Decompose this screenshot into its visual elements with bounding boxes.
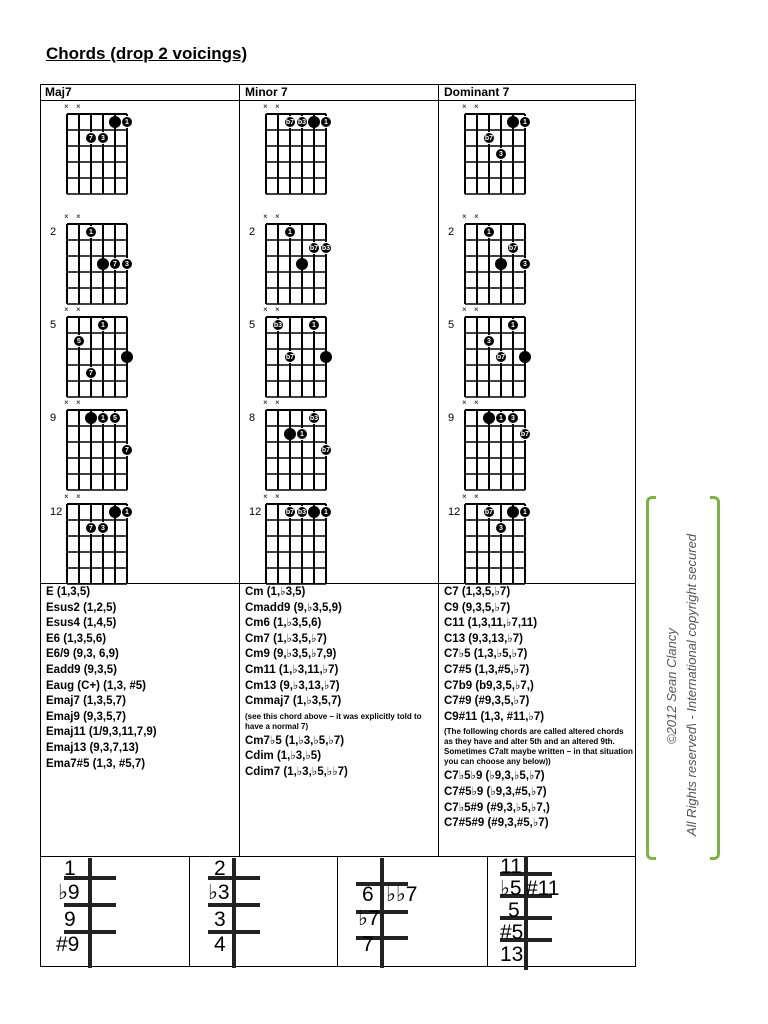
row-divider [40,100,636,101]
chord-list-item: C9#11 (1,3, #11,♭7) [444,710,545,723]
finger-dot: 1 [97,319,109,331]
finger-dot: 3 [495,522,507,534]
finger-dot: b7 [507,242,519,254]
interval-label: ♭3 [208,881,230,904]
finger-dot [308,506,320,518]
fret-position-label: 5 [448,319,455,331]
chord-list-item: Cm13 (9,♭3,13,♭7) [245,679,340,692]
finger-dot: 5 [73,335,85,347]
finger-dot: 7 [109,258,121,270]
chord-list-item: Eadd9 (9,3,5) [46,663,117,676]
fret-position-label: 12 [249,506,262,518]
muted-string-mark: × [462,102,467,111]
finger-dot [483,412,495,424]
chord-list-item: C7♭5 (1,3,♭5,♭7) [444,648,528,661]
fret-position-label: 8 [249,412,256,424]
finger-dot: 7 [85,522,97,534]
finger-dot [495,258,507,270]
interval-label: 9 [64,908,76,931]
interval-stem [88,858,92,968]
copyright-line-1: ©2012 Sean Clancy [664,628,679,744]
copyright-block [646,496,726,862]
row-divider [40,856,636,857]
chord-list-item: Cm (1,♭3,5) [245,586,306,598]
finger-dot: 1 [519,116,531,128]
finger-dot: 1 [121,506,133,518]
chord-list-note: (The following chords are called altered chords as they have and alter 5th and an altered 9th. Sometimes C7alt maybe written – in that situation you can choose any below)) [444,727,633,767]
finger-dot: 1 [121,116,133,128]
muted-string-mark: × [263,102,268,111]
interval-divider [487,856,488,967]
finger-dot: 3 [495,148,507,160]
finger-dot: b7 [284,351,296,363]
chord-list-item: Cdim7 (1,♭3,♭5,♭♭7) [245,765,348,778]
minor-chord-list [245,585,435,781]
column-divider [438,84,439,856]
finger-dot [507,506,519,518]
chord-list-item: Cm7 (1,♭3,5,♭7) [245,632,327,645]
muted-string-mark: × [76,398,81,407]
chord-list-item: C7#5♭9 (♭9,3,#5,♭7) [444,785,547,798]
chord-list-item: C13 (9,3,13,♭7) [444,632,523,645]
interval-label: 7 [362,933,374,956]
column-divider [239,84,240,856]
muted-string-mark: × [462,305,467,314]
chord-list-item: C7♭5#9 (#9,3,♭5,♭7,) [444,801,550,814]
column-header-maj7: Maj7 [45,85,72,99]
interval-label: 6 [362,883,374,906]
muted-string-mark: × [474,305,479,314]
interval-label: ♭♭7 [386,883,418,906]
finger-dot: b3 [308,412,320,424]
muted-string-mark: × [275,305,280,314]
finger-dot: b7 [519,428,531,440]
finger-dot [97,258,109,270]
finger-dot: 3 [97,522,109,534]
finger-dot: b3 [272,319,284,331]
fret-position-label: 12 [448,506,461,518]
muted-string-mark: × [64,102,69,111]
chord-list-item: C7#5 (1,3,#5,♭7) [444,663,530,676]
finger-dot: 1 [320,116,332,128]
finger-dot: b7 [284,506,296,518]
muted-string-mark: × [64,492,69,501]
muted-string-mark: × [474,398,479,407]
finger-dot: 1 [483,226,495,238]
muted-string-mark: × [275,212,280,221]
interval-label: ♭5 [500,877,522,900]
muted-string-mark: × [275,492,280,501]
muted-string-mark: × [462,398,467,407]
chord-list-item: Cdim (1,♭3,♭5) [245,750,322,763]
finger-dot: 3 [507,412,519,424]
chord-list-item: Cm11 (1,♭3,11,♭7) [245,663,339,676]
interval-label: 4 [214,933,226,956]
finger-dot: b7 [483,506,495,518]
finger-dot: 1 [296,428,308,440]
chord-list-item: Emaj7 (1,3,5,7) [46,695,126,708]
finger-dot: b3 [296,116,308,128]
chord-list-item: C7b9 (b9,3,5,♭7,) [444,679,534,692]
muted-string-mark: × [76,102,81,111]
chord-list-item: Cmadd9 (9,♭3,5,9) [245,601,342,614]
finger-dot [507,116,519,128]
muted-string-mark: × [275,398,280,407]
fret-position-label: 12 [50,506,63,518]
muted-string-mark: × [64,305,69,314]
chord-list-item: E6/9 (9,3, 6,9) [46,648,119,661]
chord-list-item: E6 (1,3,5,6) [46,632,107,645]
interval-label: 3 [214,908,226,931]
muted-string-mark: × [275,102,280,111]
finger-dot [109,506,121,518]
maj-chord-list [46,585,157,772]
muted-string-mark: × [76,305,81,314]
finger-dot: 3 [97,132,109,144]
finger-dot: b7 [320,444,332,456]
chord-list-item: Esus2 (1,2,5) [46,601,117,614]
finger-dot [296,258,308,270]
muted-string-mark: × [263,212,268,221]
finger-dot: 7 [85,132,97,144]
fret-position-label: 2 [50,226,57,238]
finger-dot: b7 [284,116,296,128]
muted-string-mark: × [76,492,81,501]
chord-list-item: Cmmaj7 (1,♭3,5,7) [245,695,342,708]
copyright-bracket-right [710,496,720,860]
finger-dot: 1 [495,412,507,424]
muted-string-mark: × [462,212,467,221]
fret-position-label: 5 [50,319,57,331]
finger-dot: b7 [495,351,507,363]
interval-label: ♭7 [358,907,380,930]
dominant-chord-list [444,585,634,832]
finger-dot: 3 [121,258,133,270]
copyright-line-2: All Rights reserved\ - International copyright secured [684,533,699,836]
finger-dot: 1 [85,226,97,238]
finger-dot: b3 [296,506,308,518]
chord-list-item: Cm6 (1,♭3,5,6) [245,617,322,630]
finger-dot [308,116,320,128]
muted-string-mark: × [263,398,268,407]
chord-list-item: Cm7♭5 (1,♭3,♭5,♭7) [245,734,345,747]
interval-label: #11 [526,877,560,900]
finger-dot: b3 [320,242,332,254]
interval-label: #9 [56,933,80,956]
fret-position-label: 9 [50,412,57,424]
chord-list-item: C7#5#9 (#9,3,#5,♭7) [444,817,549,830]
interval-label: 1 [64,857,76,880]
finger-dot: 5 [109,412,121,424]
interval-stem [232,858,236,968]
interval-label: 11 [500,855,522,878]
muted-string-mark: × [263,492,268,501]
interval-label: 2 [214,857,226,880]
finger-dot: 1 [284,226,296,238]
finger-dot: 3 [519,258,531,270]
interval-label: ♭9 [58,881,80,904]
muted-string-mark: × [64,212,69,221]
finger-dot: 1 [97,412,109,424]
muted-string-mark: × [64,398,69,407]
finger-dot [85,412,97,424]
muted-string-mark: × [474,212,479,221]
chord-list-item: Ema7#5 (1,3, #5,7) [46,757,146,770]
chord-list-item: Cm9 (9,♭3,5,♭7,9) [245,648,337,661]
chord-list-item: C7#9 (#9,3,5,♭7) [444,695,530,708]
muted-string-mark: × [462,492,467,501]
fret-position-label: 2 [448,226,455,238]
chord-list-item: C11 (1,3,11,♭7,11) [444,617,538,630]
interval-label: #5 [500,921,524,944]
column-header-minor7: Minor 7 [245,85,288,99]
finger-dot [320,351,332,363]
chord-list-item: Emaj9 (9,3,5,7) [46,710,126,723]
interval-divider [337,856,338,967]
page-title: Chords (drop 2 voicings) [46,44,248,63]
interval-label: 5 [508,899,520,922]
fret-position-label: 5 [249,319,256,331]
muted-string-mark: × [263,305,268,314]
finger-dot [284,428,296,440]
muted-string-mark: × [474,102,479,111]
finger-dot [519,351,531,363]
finger-dot: 1 [507,319,519,331]
chord-list-item: Eaug (C+) (1,3, #5) [46,679,147,692]
chord-list-item: Esus4 (1,4,5) [46,617,117,630]
chord-list-note: (see this chord above – it was explicitly told to have a normal 7) [245,711,422,731]
interval-divider [189,856,190,967]
finger-dot [109,116,121,128]
finger-dot: b7 [483,132,495,144]
finger-dot: b7 [308,242,320,254]
chord-list-item: C9 (9,3,5,♭7) [444,601,511,614]
muted-string-mark: × [474,492,479,501]
copyright-bracket-left [646,496,656,860]
finger-dot: 3 [483,335,495,347]
finger-dot: 1 [320,506,332,518]
muted-string-mark: × [76,212,81,221]
fret-position-label: 2 [249,226,256,238]
chord-list-item: Emaj11 (1/9,3,11,7,9) [46,726,157,739]
chord-list-item: E (1,3,5) [46,586,91,598]
column-header-dominant7: Dominant 7 [444,85,510,99]
finger-dot: 7 [121,444,133,456]
finger-dot: 7 [85,367,97,379]
chord-list-item: Emaj13 (9,3,7,13) [46,741,139,754]
finger-dot: 1 [519,506,531,518]
chord-list-item: C7♭5♭9 (♭9,3,♭5,♭7) [444,770,545,783]
fret-position-label: 9 [448,412,455,424]
finger-dot [121,351,133,363]
interval-label: 13 [500,943,524,966]
finger-dot: 1 [308,319,320,331]
chord-list-item: C7 (1,3,5,♭7) [444,586,511,598]
